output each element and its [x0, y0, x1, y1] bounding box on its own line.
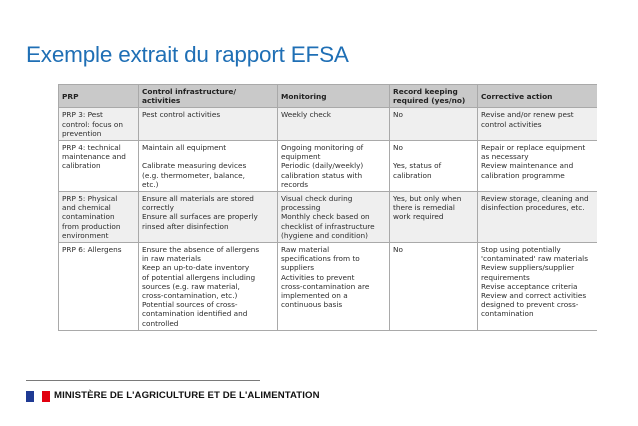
cell-line: continuous basis [281, 300, 343, 310]
cell-monitoring [278, 192, 390, 243]
header-record-keeping: Record keeping required (yes/no) [390, 85, 478, 108]
cell-record [390, 243, 478, 331]
cell-monitoring [278, 108, 390, 141]
cell-line: designed to prevent cross- [481, 300, 579, 310]
cell-line: 'contaminated' raw materials [481, 254, 588, 264]
header-prp: PRP [59, 85, 139, 108]
cell-line: contamination identified and [142, 309, 248, 319]
cell-control [139, 192, 278, 243]
cell-line: (hygiene and condition) [281, 230, 369, 240]
cell-line: disinfection procedures, etc. [481, 203, 585, 213]
footer-divider [26, 380, 260, 381]
cell-line: No [393, 143, 403, 153]
cell-line: as necessary [481, 152, 529, 162]
cell-corrective [478, 243, 598, 331]
cell-line: PRP 3: Pest [62, 110, 103, 120]
cell-line: Ensure all surfaces are properly [142, 212, 258, 222]
cell-line: Ongoing monitoring of [281, 143, 364, 153]
cell-line: Review suppliers/supplier [481, 263, 575, 273]
cell-line: Review maintenance and [481, 161, 574, 171]
cell-line: equipment [281, 152, 321, 162]
cell-line: checklist of infrastructure [281, 221, 375, 231]
cell-line: controlled [142, 318, 179, 328]
cell-prp [59, 141, 139, 192]
cell-line: from production [62, 221, 121, 231]
cell-corrective [478, 108, 598, 141]
cell-line: No [393, 245, 403, 255]
cell-line: Yes, status of [393, 161, 442, 171]
cell-line: Weekly check [281, 110, 332, 120]
cell-corrective [478, 192, 598, 243]
table-body [59, 108, 598, 330]
cell-line: work required [393, 212, 444, 222]
table-row [59, 141, 598, 192]
table-row [59, 243, 598, 331]
cell-line: PRP 6: Allergens [62, 245, 122, 255]
cell-line: Stop using potentially [481, 245, 561, 255]
cell-line: records [281, 179, 309, 189]
cell-line: calibration [62, 161, 101, 171]
cell-line: control: focus on [62, 119, 123, 129]
table-header-row [59, 85, 598, 108]
cell-control [139, 108, 278, 141]
cell-line: Visual check during [281, 194, 353, 204]
cell-prp [59, 243, 139, 331]
cell-record [390, 141, 478, 192]
slide-title: Exemple extrait du rapport EFSA [26, 42, 349, 67]
cell-prp [59, 192, 139, 243]
cell-record [390, 108, 478, 141]
cell-line: requirements [481, 272, 530, 282]
cell-line: cross-contamination are [281, 281, 370, 291]
cell-line: contamination [481, 309, 534, 319]
cell-line: Revise and/or renew pest [481, 110, 574, 120]
cell-line: calibration status with [281, 170, 363, 180]
cell-line: prevention [62, 128, 102, 138]
cell-line: specifications from to [281, 254, 360, 264]
cell-line: Pest control activities [142, 110, 221, 120]
cell-line: Repair or replace equipment [481, 143, 586, 153]
cell-control [139, 141, 278, 192]
cell-line: Review and correct activities [481, 291, 587, 301]
prp-table [58, 84, 597, 331]
cell-line [393, 152, 474, 161]
header-corrective-action: Corrective action [478, 85, 598, 108]
cell-line: Revise acceptance criteria [481, 281, 578, 291]
cell-record [390, 192, 478, 243]
cell-line: maintenance and [62, 152, 126, 162]
cell-line: Ensure the absence of allergens [142, 245, 260, 255]
cell-line: calibration programme [481, 170, 565, 180]
table-row [59, 192, 598, 243]
cell-corrective [478, 141, 598, 192]
cell-monitoring [278, 243, 390, 331]
cell-line: implemented on a [281, 291, 348, 301]
french-flag-icon [26, 391, 50, 402]
header-monitoring: Monitoring [278, 85, 390, 108]
cell-line: Monthly check based on [281, 212, 370, 222]
cell-line: Review storage, cleaning and [481, 194, 589, 204]
cell-line: cross-contamination, etc.) [142, 291, 238, 301]
cell-line: suppliers [281, 263, 315, 273]
cell-line: Maintain all equipment [142, 143, 227, 153]
cell-line: etc.) [142, 179, 159, 189]
cell-line: Activities to prevent [281, 272, 355, 282]
cell-line: Periodic (daily/weekly) [281, 161, 364, 171]
cell-control [139, 243, 278, 331]
cell-line: PRP 5: Physical [62, 194, 118, 204]
cell-monitoring [278, 141, 390, 192]
flag-stripe-blue [26, 391, 34, 402]
cell-line: Keep an up-to-date inventory [142, 263, 250, 273]
cell-line: Ensure all materials are stored [142, 194, 254, 204]
cell-line: calibration [393, 170, 432, 180]
cell-line: Raw material [281, 245, 330, 255]
cell-line: contamination [62, 212, 115, 222]
cell-line: No [393, 110, 403, 120]
cell-line: Yes, but only when [393, 194, 462, 204]
cell-line: rinsed after disinfection [142, 221, 229, 231]
cell-line: and chemical [62, 203, 111, 213]
cell-line: processing [281, 203, 321, 213]
cell-line: (e.g. thermometer, balance, [142, 170, 245, 180]
cell-prp [59, 108, 139, 141]
cell-line: there is remedial [393, 203, 455, 213]
cell-line: PRP 4: technical [62, 143, 121, 153]
header-control: Control infrastructure/ activities [139, 85, 278, 108]
cell-line: of potential allergens including [142, 272, 256, 282]
ministry-name: MINISTÈRE DE L'AGRICULTURE ET DE L'ALIMENTATION [54, 390, 320, 401]
flag-stripe-red [42, 391, 50, 402]
cell-line: environment [62, 230, 109, 240]
cell-line: Calibrate measuring devices [142, 161, 247, 171]
cell-line [142, 152, 274, 161]
cell-line: control activities [481, 119, 542, 129]
cell-line: correctly [142, 203, 174, 213]
cell-line: Potential sources of cross- [142, 300, 238, 310]
cell-line: in raw materials [142, 254, 201, 264]
cell-line: sources (e.g. raw material, [142, 281, 240, 291]
flag-stripe-white [34, 391, 42, 402]
prp-table-container [58, 84, 597, 372]
table-row [59, 108, 598, 141]
